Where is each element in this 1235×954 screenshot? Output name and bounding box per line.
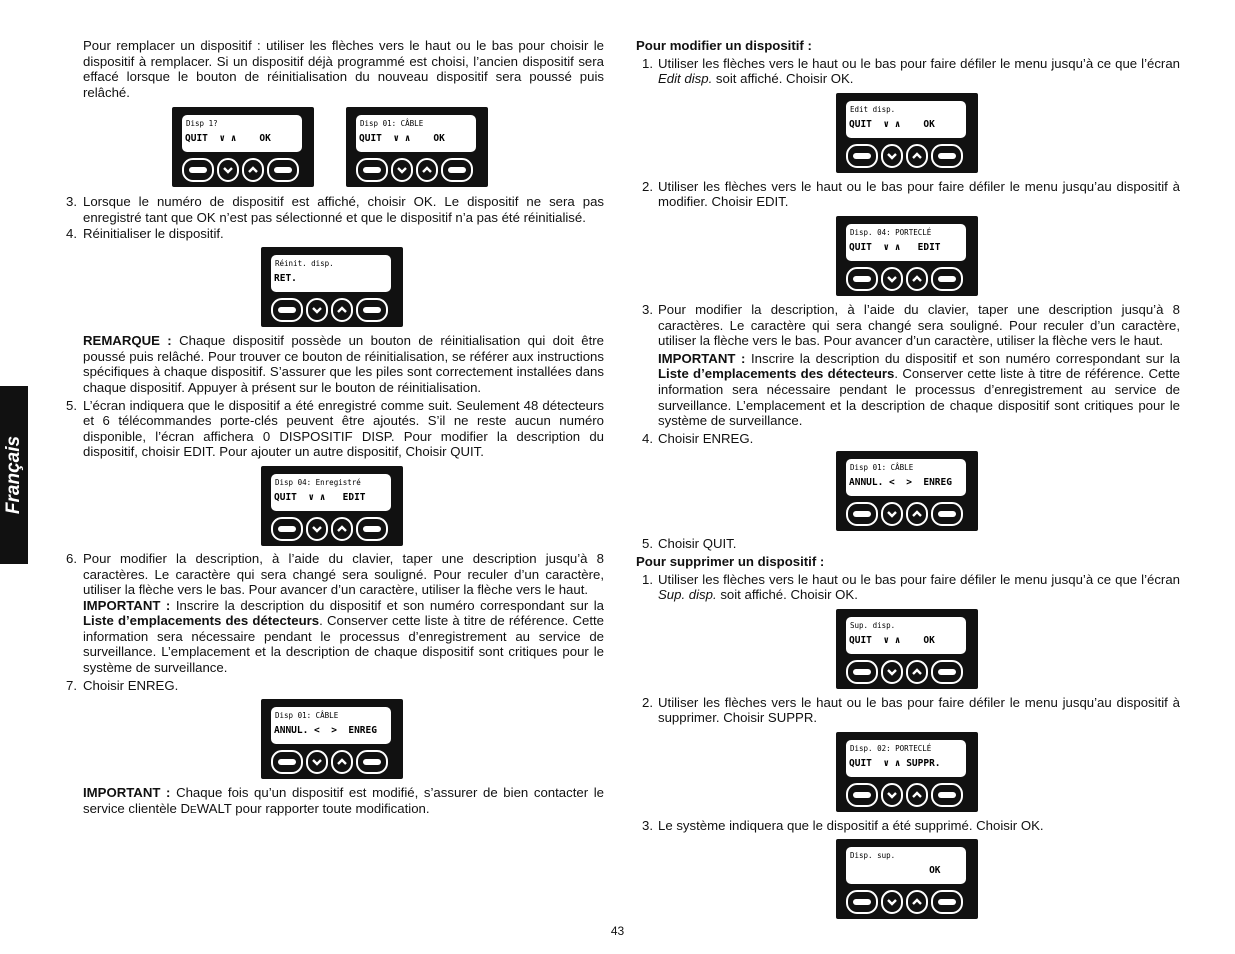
lcd-line-2: ANNUL. < > ENREG [849,477,952,489]
right-softkey-icon [441,158,473,182]
down-arrow-key-icon [306,517,328,541]
down-arrow-key-icon [881,660,903,684]
up-arrow-key-icon [331,750,353,774]
modify-step-3: 3. Pour modifier la description, à l’aide du clavier, taper une description jusqu’à 8 caractères. Le caractère qui sera changé sera souligné. Pour reculer d’un caractère, utiliser la flèche vers le bas. Pour avancer d’un caractère, utiliser la flèche vers le haut. [642,301,1180,349]
heading-modify: Pour modifier un dispositif : [636,38,812,53]
modify-step-4: 4. Choisir ENREG. [642,430,754,446]
step-3: 3. Lorsque le numéro de dispositif est affiché, choisir OK. Le dispositif ne sera pas enregistré tant que OK n’est pas sélectionné et que le dispositif n’a pas été réinitialisé. [66,194,604,225]
left-softkey-icon [846,267,878,291]
left-softkey-icon [846,890,878,914]
lcd-screen [356,115,476,152]
lcd-device-j [836,732,978,812]
right-softkey-icon [356,517,388,541]
lcd-line-1: Réinit. disp. [275,259,334,269]
right-column [636,38,1180,919]
up-arrow-key-icon [906,890,928,914]
right-softkey-icon [356,298,388,322]
up-arrow-key-icon [331,517,353,541]
intro-paragraph: Pour remplacer un dispositif : utiliser les flèches vers le haut ou le bas pour choisir le dispositif à remplacer. Si un dispositif déjà programmé est choisi, l’ancien dispositif sera effacé lorsque le bouton de réinitialisation du nouveau dispositif sera poussé puis relâché. [83,38,604,100]
lcd-row-top [172,107,604,187]
step-6: 6. Pour modifier la description, à l’aide du clavier, taper une description jusqu’à 8 caractères. Le caractère qui sera changé sera souligné. Pour reculer d’un caractère, utiliser la flèche vers le bas. Pour avancer d’un caractère, utiliser la flèche vers le haut. [66,550,604,598]
right-softkey-icon [931,267,963,291]
lcd-screen [846,101,966,138]
down-arrow-key-icon [881,144,903,168]
lcd-keypad [846,502,968,526]
lcd-keypad [271,517,393,541]
lcd-screen [271,474,391,511]
lcd-keypad [846,144,968,168]
lcd-line-1: Disp 01: CÂBLE [360,119,424,129]
lcd-screen [846,740,966,777]
delete-step-2: 2. Utiliser les flèches vers le haut ou le bas pour faire défiler le menu jusqu’au dispositif à supprimer. Choisir SUPPR. [642,694,1180,726]
lcd-line-2: QUIT ∨ ∧ OK [849,634,935,646]
right-softkey-icon [931,502,963,526]
lcd-keypad [846,783,968,807]
lcd-line-2: QUIT ∨ ∧ EDIT [274,491,366,503]
lcd-keypad [271,750,393,774]
left-softkey-icon [846,783,878,807]
important-note-right: IMPORTANT : Inscrire la description du dispositif et son numéro correspondant sur la Liste d’emplacements des détecteurs. Conserver cette liste à titre de référence. Cette information sera nécessaire pendant le processus d’enregistrement au service de surveillance. L’emplacement et la description de chaque dispositif sont critiques pour le système de surveillance. [658,350,1180,429]
lcd-line-1: Disp 04: Enregistré [275,477,361,487]
lcd-keypad [846,267,968,291]
left-softkey-icon [356,158,388,182]
page-number: 43 [610,924,625,938]
right-softkey-icon [931,660,963,684]
lcd-line-1: Edit disp. [850,104,896,114]
lcd-keypad [356,158,478,182]
up-arrow-key-icon [906,144,928,168]
step-5: 5. L’écran indiquera que le dispositif a été enregistré comme suit. Seulement 48 détecteurs et 6 télécommandes porte-clés peuvent être ajoutés. S’il ne reste aucun numéro disponible, l’écran affichera 0 DISPOSITIF DISP. Pour modifier la description du dispositif, choisir EDIT. Pour ajouter un autre dispositif, Choisir QUIT. [66,397,604,460]
up-arrow-key-icon [906,660,928,684]
lcd-screen [846,224,966,261]
lcd-line-2: RET. [274,273,297,285]
lcd-screen [182,115,302,152]
lcd-line-1: Disp 1? [186,119,218,129]
step-7: 7. Choisir ENREG. [66,677,179,693]
left-softkey-icon [846,660,878,684]
down-arrow-key-icon [881,890,903,914]
up-arrow-key-icon [906,783,928,807]
lcd-line-2: QUIT ∨ ∧ SUPPR. [849,757,941,769]
down-arrow-key-icon [881,502,903,526]
left-column [66,38,604,818]
up-arrow-key-icon [906,267,928,291]
step-4: 4. Réinitialiser le dispositif. [66,225,224,241]
down-arrow-key-icon [306,298,328,322]
important-note-2: IMPORTANT : Chaque fois qu’un dispositif est modifié, s’assurer de bien contacter le service clientèle DEWALT pour rapporter toute modification. [83,785,605,816]
left-softkey-icon [846,144,878,168]
down-arrow-key-icon [217,158,239,182]
right-softkey-icon [931,144,963,168]
remark-paragraph: REMARQUE : Chaque dispositif possède un bouton de réinitialisation qui doit être poussé puis relâché. Pour trouver ce bouton de réinitialisation, se référer aux instructions spécifiques à chaque dispositif. S’assurer que les piles sont correctement installées dans chaque dispositif. Appuyer à présent sur le bouton de réinitialisation. [83,333,604,395]
right-softkey-icon [356,750,388,774]
down-arrow-key-icon [881,267,903,291]
left-softkey-icon [271,750,303,774]
heading-delete: Pour supprimer un dispositif : [636,553,825,569]
lcd-line-1: Disp 01: CÂBLE [850,463,914,473]
lcd-keypad [846,890,968,914]
lcd-device-g [836,216,978,296]
lcd-screen [271,255,391,292]
lcd-device-b [346,107,488,187]
delete-step-1: 1. Utiliser les flèches vers le haut ou le bas pour faire défiler le menu jusqu’à ce que l’écran Sup. disp. soit affiché. Choisir OK. [642,571,1180,603]
lcd-line-2: ANNUL. < > ENREG [274,725,377,737]
lcd-line-1: Sup. disp. [850,620,896,630]
lcd-screen [846,847,966,884]
lcd-line-1: Disp. 02: PORTECLÉ [850,743,932,753]
left-softkey-icon [271,298,303,322]
lcd-device-e [261,699,403,779]
lcd-line-2: QUIT ∨ ∧ OK [359,133,445,145]
lcd-screen [846,617,966,654]
lcd-device-a [172,107,314,187]
lcd-line-2: QUIT ∨ ∧ EDIT [849,241,941,253]
lcd-device-c [261,247,403,327]
modify-step-1: 1. Utiliser les flèches vers le haut ou le bas pour faire défiler le menu jusqu’à ce que l’écran Edit disp. soit affiché. Choisir OK. [642,55,1180,87]
lcd-keypad [271,298,393,322]
lcd-keypad [182,158,304,182]
right-softkey-icon [267,158,299,182]
language-tab [0,386,28,564]
lcd-line-1: Disp. 04: PORTECLÉ [850,227,932,237]
lcd-screen [271,707,391,744]
down-arrow-key-icon [391,158,413,182]
left-softkey-icon [271,517,303,541]
lcd-keypad [846,660,968,684]
language-tab-label: Français [3,435,25,515]
important-note-1: IMPORTANT : Inscrire la description du dispositif et son numéro correspondant sur la Liste d’emplacements des détecteurs. Conserver cette liste à titre de référence. Cette information sera nécessaire pendant le processus d’enregistrement au service de surveillance. L’emplacement et la description de chaque dispositif sont critiques pour le système de surveillance. [83,597,604,676]
lcd-device-h [836,451,978,531]
left-softkey-icon [182,158,214,182]
lcd-device-f [836,93,978,173]
lcd-device-i [836,609,978,689]
lcd-line-1: Disp. sup. [850,851,896,861]
modify-step-2: 2. Utiliser les flèches vers le haut ou le bas pour faire défiler le menu jusqu’au dispositif à modifier. Choisir EDIT. [642,178,1180,210]
up-arrow-key-icon [331,298,353,322]
right-softkey-icon [931,783,963,807]
up-arrow-key-icon [416,158,438,182]
modify-step-5: 5. Choisir QUIT. [642,536,737,552]
up-arrow-key-icon [906,502,928,526]
down-arrow-key-icon [306,750,328,774]
lcd-line-2: OK [849,865,941,877]
lcd-screen [846,459,966,496]
delete-step-3: 3. Le système indiquera que le dispositif a été supprimé. Choisir OK. [642,817,1044,833]
lcd-device-d [261,466,403,546]
lcd-line-1: Disp 01: CÂBLE [275,711,339,721]
up-arrow-key-icon [242,158,264,182]
lcd-line-2: QUIT ∨ ∧ OK [185,133,271,145]
lcd-line-2: QUIT ∨ ∧ OK [849,118,935,130]
down-arrow-key-icon [881,783,903,807]
right-softkey-icon [931,890,963,914]
lcd-device-k [836,839,978,919]
left-softkey-icon [846,502,878,526]
